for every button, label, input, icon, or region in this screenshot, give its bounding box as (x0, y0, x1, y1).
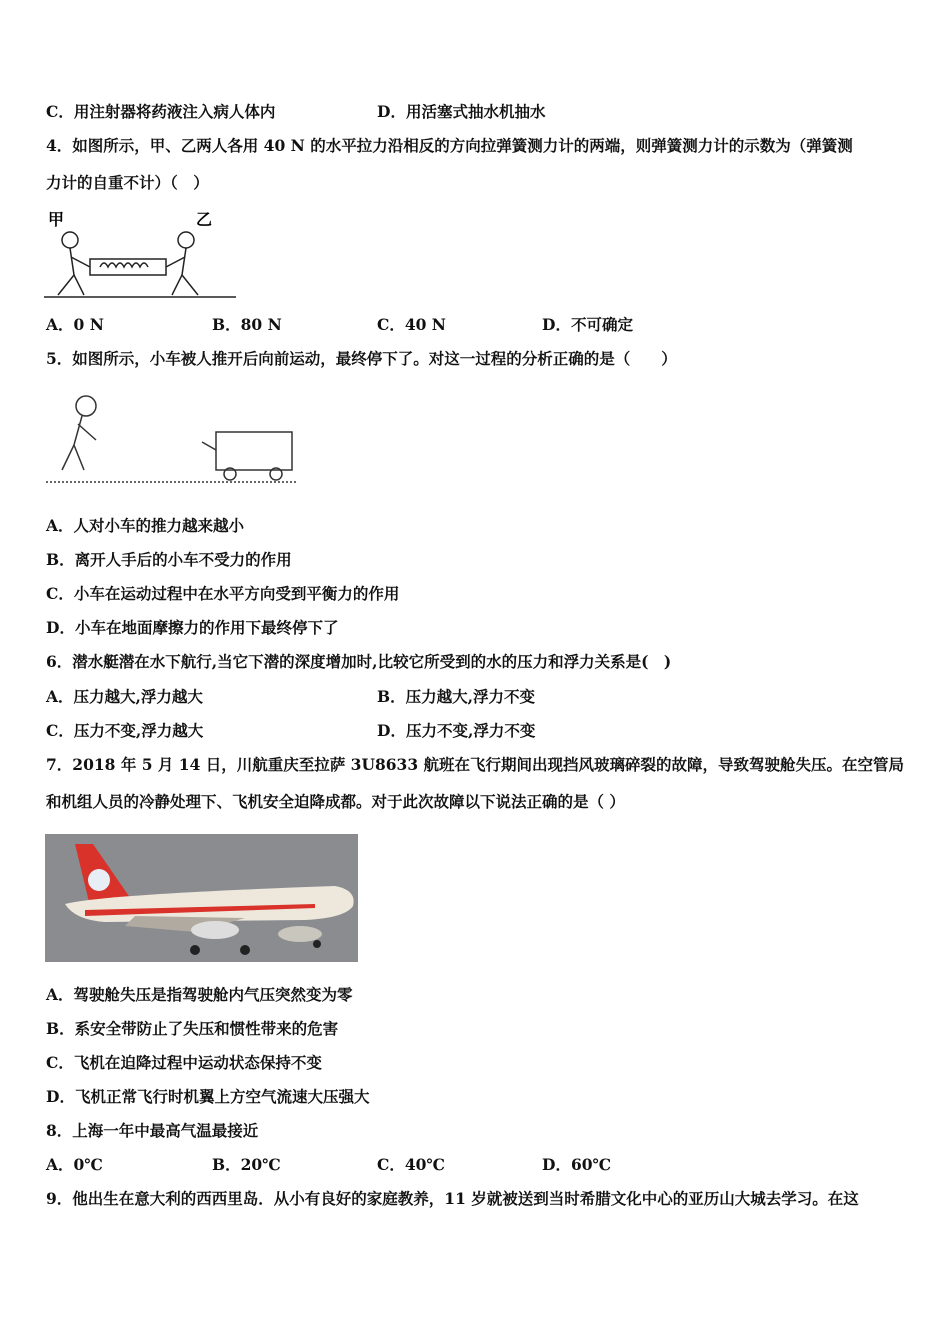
q7-stem: 7．2018 年 5 月 14 日，川航重庆至拉萨 3U8633 航班在飞行期间出现挡风玻璃碎裂的故障，导致驾驶舱失压。在空管局 (46, 755, 904, 774)
q7-option-c: C．飞机在迫降过程中运动状态保持不变 (46, 1053, 322, 1072)
q8-option-a: A．0℃ (46, 1155, 103, 1174)
figure-label-jia: 甲 (48, 210, 65, 229)
q7-option-a: A．驾驶舱失压是指驾驶舱内气压突然变为零 (46, 985, 353, 1004)
q6-stem: 6．潜水艇潜在水下航行,当它下潜的深度增加时,比较它所受到的水的压力和浮力关系是( ) (46, 652, 672, 671)
q5-stem: 5．如图所示，小车被人推开后向前运动，最终停下了。对这一过程的分析正确的是（ ） (46, 349, 677, 368)
q4-option-c: C．40 N (377, 315, 446, 334)
q9-stem: 9．他出生在意大利的西西里岛．从小有良好的家庭教养，11 岁就被送到当时希腊文化中心的亚历山大城去学习。在这 (46, 1189, 859, 1208)
q5-option-a: A．人对小车的推力越来越小 (46, 516, 245, 535)
q6-option-d: D．压力不变,浮力不变 (377, 721, 536, 740)
q3-option-d: D．用活塞式抽水机抽水 (377, 102, 546, 121)
q5-option-b: B．离开人手后的小车不受力的作用 (46, 550, 292, 569)
q8-stem: 8．上海一年中最高气温最接近 (46, 1121, 259, 1140)
q6-option-c: C．压力不变,浮力越大 (46, 721, 204, 740)
q8-option-b: B．20℃ (212, 1155, 281, 1174)
q8-option-d: D．60℃ (542, 1155, 612, 1174)
q6-option-b: B．压力越大,浮力不变 (377, 687, 535, 706)
q4-option-a: A．0 N (46, 315, 104, 334)
q7-option-d: D．飞机正常飞行时机翼上方空气流速大压强大 (46, 1087, 370, 1106)
q3-option-c: C．用注射器将药液注入病人体内 (46, 102, 276, 121)
cart-figure (44, 390, 299, 488)
q7-stem-cont: 和机组人员的冷静处理下、飞机安全迫降成都。对于此次故障以下说法正确的是（ ） (46, 792, 625, 811)
q8-option-c: C．40℃ (377, 1155, 445, 1174)
q4-stem: 4．如图所示，甲、乙两人各用 40 N 的水平拉力沿相反的方向拉弹簧测力计的两端，则弹簧测力计的示数为（弹簧测 (46, 136, 853, 155)
q5-option-d: D．小车在地面摩擦力的作用下最终停下了 (46, 618, 339, 637)
airplane-photo (45, 834, 358, 962)
figure-label-yi: 乙 (196, 210, 213, 229)
q7-option-b: B．系安全带防止了失压和惯性带来的危害 (46, 1019, 339, 1038)
q4-stem-cont: 力计的自重不计）（ ） (46, 173, 209, 192)
q4-option-b: B．80 N (212, 315, 282, 334)
q4-option-d: D．不可确定 (542, 315, 633, 334)
q6-option-a: A．压力越大,浮力越大 (46, 687, 203, 706)
spring-scale-figure (44, 205, 239, 303)
q5-option-c: C．小车在运动过程中在水平方向受到平衡力的作用 (46, 584, 400, 603)
